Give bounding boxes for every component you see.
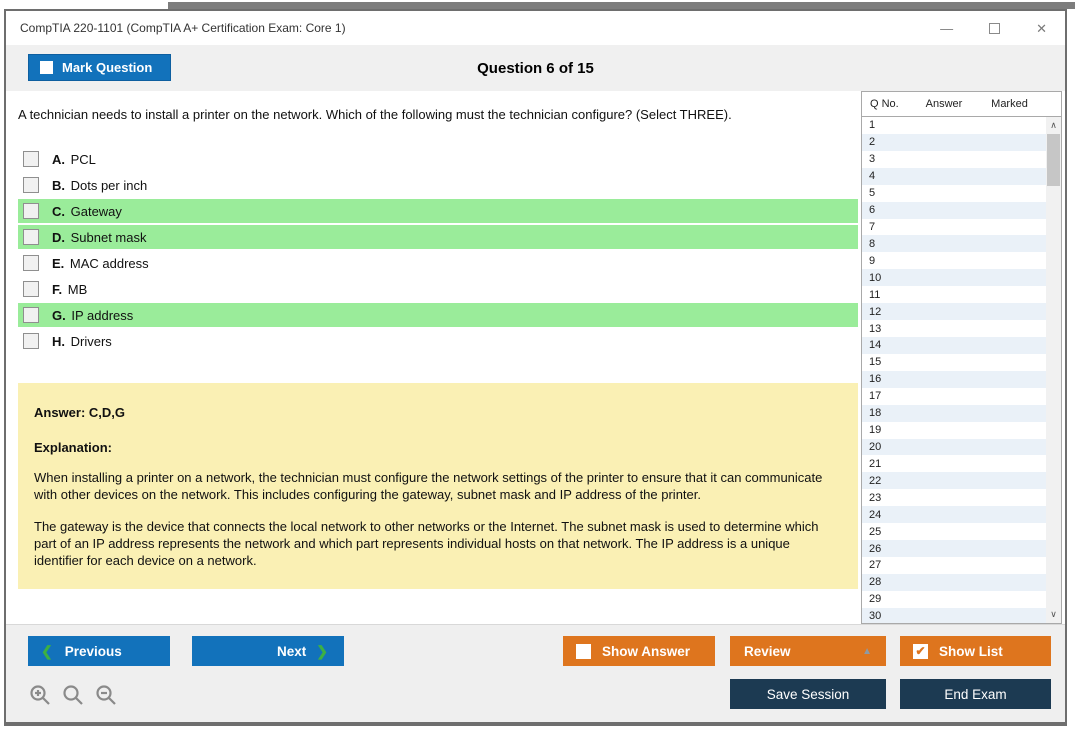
question-list-header [862,92,1061,117]
option-label: A. PCL [52,151,96,167]
question-list-scrollbar[interactable] [1046,117,1061,623]
question-panel [6,91,861,624]
option-label: B. Dots per inch [52,177,148,193]
question-text: A technician needs to install a printer on the network. Which of the following must the technician configure? (Select THREE). [18,107,732,122]
zoom-out-icon[interactable] [94,683,118,707]
window-controls [940,11,1047,45]
question-counter: Question 6 of 15 [477,59,594,77]
close-icon[interactable]: ✕ [1036,20,1047,36]
chevron-left-icon: ❮ [41,642,53,659]
question-list-row-10[interactable]: 10 [862,269,1046,286]
question-list-row-15[interactable]: 15 [869,356,882,369]
footer-bar [6,624,1065,722]
column-header-qno: Q No. [870,98,899,110]
question-list-row-9[interactable]: 9 [869,254,876,267]
option-checkbox-b[interactable] [23,177,39,193]
scrollbar-thumb[interactable] [1047,134,1060,186]
question-list-row-16[interactable]: 16 [862,371,1046,388]
question-list-row-4[interactable]: 4 [862,168,1046,185]
next-button[interactable] [192,636,344,666]
options-list [18,147,858,353]
option-row-a[interactable] [18,147,858,171]
option-row-d[interactable] [18,225,858,249]
option-row-f[interactable] [18,277,858,301]
question-list-row-30[interactable]: 30 [862,608,1046,623]
previous-button[interactable] [28,636,170,666]
explanation-paragraphs [34,470,842,569]
question-list-row-29[interactable]: 29 [869,593,882,606]
option-checkbox-g[interactable] [23,307,39,323]
show-list-button[interactable] [900,636,1051,666]
end-exam-label: End Exam [944,686,1007,702]
question-list-row-1[interactable]: 1 [869,119,876,132]
column-header-marked: Marked [991,98,1028,110]
review-label: Review [744,643,791,659]
option-checkbox-a[interactable] [23,151,39,167]
question-list-row-11[interactable]: 11 [869,288,881,301]
explanation-label: Explanation: [34,440,113,455]
question-list-row-13[interactable]: 13 [869,322,882,335]
zoom-in-icon[interactable] [28,683,52,707]
option-row-c[interactable] [18,199,858,223]
title-bar [6,11,1065,45]
option-label: H. Drivers [52,333,112,349]
show-answer-checkbox[interactable] [576,644,591,659]
option-checkbox-d[interactable] [23,229,39,245]
content-area [6,91,1065,624]
question-list-row-5[interactable]: 5 [869,187,876,200]
question-list-row-14[interactable]: 14 [862,337,1046,354]
option-row-b[interactable] [18,173,858,197]
question-list-row-8[interactable]: 8 [862,235,1046,252]
question-list-row-7[interactable]: 7 [869,220,876,233]
question-list-row-6[interactable]: 6 [862,202,1046,219]
explanation-paragraph: When installing a printer on a network, the technician must configure the network settings of the printer to ensure that it can communicate with other devices on the network. This includes configuring the gateway, subnet mask and IP address of the printer. [34,470,823,502]
scrollbar-up-icon[interactable]: ∧ [1050,119,1057,130]
previous-label: Previous [64,643,122,659]
option-label: C. Gateway [52,203,122,219]
zoom-reset-icon[interactable] [61,683,85,707]
question-list-row-24[interactable]: 24 [862,506,1046,523]
answer-line: Answer: C,D,G [34,405,126,420]
question-list-row-18[interactable]: 18 [862,405,1046,422]
show-list-label: Show List [939,643,1003,659]
end-exam-button[interactable] [900,679,1051,709]
header-bar [6,45,1065,91]
background-window-strip [168,2,1075,9]
mark-question-label: Mark Question [62,60,153,75]
question-list-row-28[interactable]: 28 [862,574,1046,591]
option-checkbox-e[interactable] [23,255,39,271]
app-window [4,9,1067,726]
option-checkbox-c[interactable] [23,203,39,219]
option-row-e[interactable] [18,251,858,275]
question-list-row-2[interactable]: 2 [862,134,1046,151]
zoom-controls [28,683,118,707]
question-list-row-25[interactable]: 25 [869,525,882,538]
maximize-icon[interactable] [989,23,1000,34]
explanation-paragraph: The gateway is the device that connects the local network to other networks or the Internet. The subnet mask is used to determine which part of an IP address represents the network and which part represents individual hosts on that network. The IP address is a unique identifier for each device on a network. [34,518,819,568]
question-list-rows [862,117,1046,623]
question-list-row-27[interactable]: 27 [869,559,882,572]
option-label: F. MB [52,281,88,297]
column-header-answer: Answer [925,98,963,110]
question-list-row-20[interactable]: 20 [862,439,1046,456]
question-list-row-3[interactable]: 3 [869,153,876,166]
show-answer-label: Show Answer [602,643,691,659]
question-list-row-23[interactable]: 23 [869,491,882,504]
show-list-checkbox[interactable]: ✔ [913,644,928,659]
option-row-h[interactable] [18,329,858,353]
save-session-button[interactable] [730,679,886,709]
window-title: CompTIA 220-1101 (CompTIA A+ Certification Exam: Core 1) [20,21,346,35]
question-list-body [862,117,1061,623]
show-answer-button[interactable] [563,636,715,666]
question-list-row-26[interactable]: 26 [862,540,1046,557]
option-label: G. IP address [52,307,134,323]
minimize-icon[interactable]: — [940,20,954,36]
triangle-up-icon: ▲ [862,645,872,657]
question-list-row-22[interactable]: 22 [862,472,1046,489]
option-row-g[interactable] [18,303,858,327]
question-list-row-12[interactable]: 12 [862,303,1046,320]
option-checkbox-h[interactable] [23,333,39,349]
option-label: E. MAC address [52,255,149,271]
answer-explanation-box [18,383,858,589]
scrollbar-down-icon[interactable]: ∨ [1050,608,1057,619]
chevron-right-icon: ❯ [316,642,328,659]
question-list-row-17[interactable]: 17 [869,390,882,403]
option-label: D. Subnet mask [52,229,147,245]
question-list-panel [861,91,1062,624]
question-list-row-21[interactable]: 21 [869,457,882,470]
save-session-label: Save Session [766,686,850,702]
question-list-row-19[interactable]: 19 [869,424,882,437]
review-button[interactable] [730,636,886,666]
option-checkbox-f[interactable] [23,281,39,297]
next-label: Next [277,643,307,659]
